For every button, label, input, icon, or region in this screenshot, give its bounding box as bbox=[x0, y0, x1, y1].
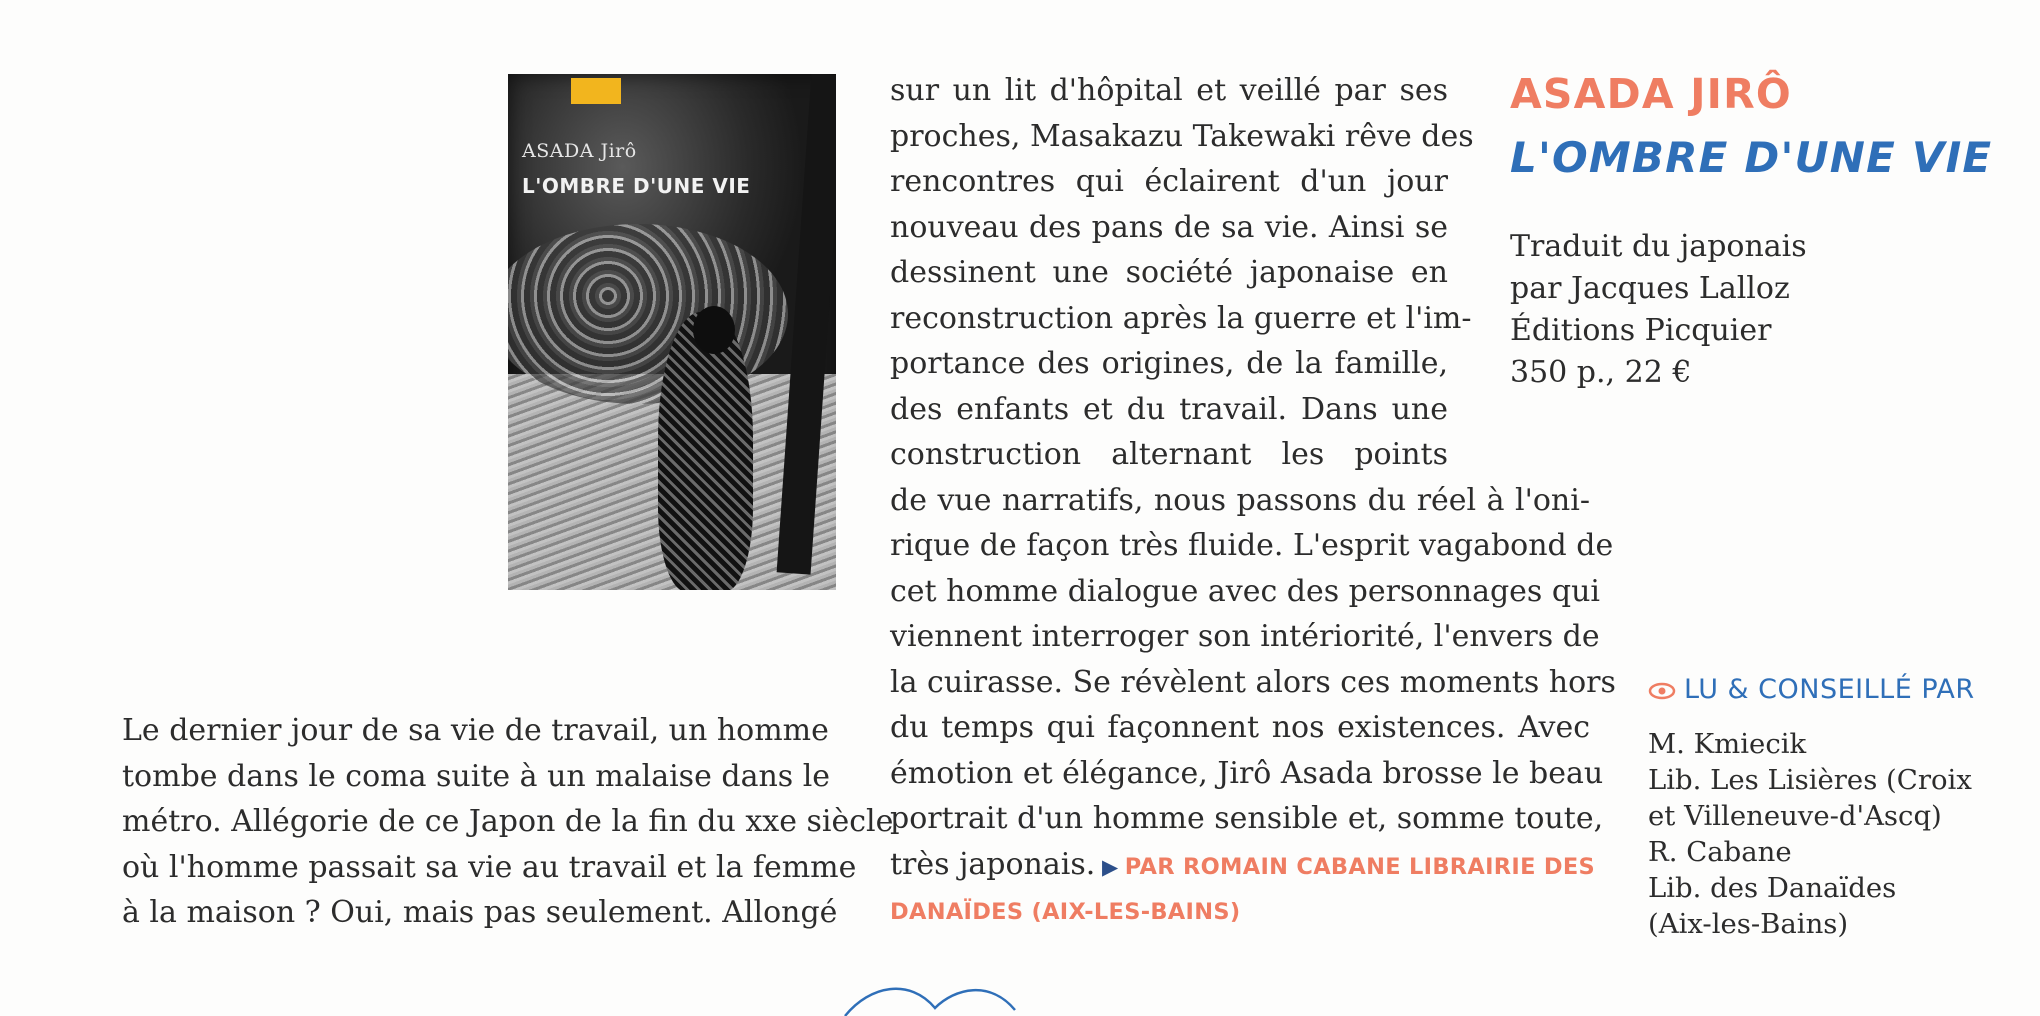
review-line: portrait d'un homme sensible et, somme toute, bbox=[890, 801, 1604, 836]
review-line: la cuirasse. Se révèlent alors ces moments hors bbox=[890, 664, 1616, 700]
book-title: L'OMBRE D'UNE VIE bbox=[1510, 133, 1993, 182]
cover-title: L'OMBRE D'UNE VIE bbox=[522, 174, 751, 198]
book-metadata bbox=[1510, 226, 1807, 394]
review-line: tombe dans le coma suite à un malaise dans le bbox=[122, 758, 831, 794]
review-line: Le dernier jour de sa vie de travail, un homme bbox=[122, 713, 829, 748]
recommended-list bbox=[1648, 726, 1972, 942]
review-line: métro. Allégorie de ce Japon de la fin du xxe siècle bbox=[122, 804, 894, 839]
translator: par Jacques Lalloz bbox=[1510, 271, 1790, 306]
review-line: reconstruction après la guerre et l'im- bbox=[890, 300, 1472, 336]
decorative-swirl bbox=[840, 980, 1100, 1016]
review-line: du temps qui façonnent nos existences. Avec bbox=[890, 710, 1590, 745]
recommended-heading bbox=[1648, 674, 1975, 705]
play-triangle-icon: ▶ bbox=[1095, 854, 1125, 879]
book-cover bbox=[508, 74, 836, 590]
review-line: portance des origines, de la famille, bbox=[890, 346, 1448, 381]
cover-yellow-tab bbox=[571, 78, 621, 104]
recommended-line: Lib. des Danaïdes bbox=[1648, 872, 1897, 904]
cover-figure-head bbox=[693, 306, 735, 354]
pages-price: 350 p., 22 € bbox=[1510, 355, 1692, 390]
recommended-line: et Villeneuve-d'Ascq) bbox=[1648, 800, 1942, 832]
review-line: nouveau des pans de sa vie. Ainsi se bbox=[890, 209, 1448, 245]
review-line: rencontres qui éclairent d'un jour bbox=[890, 164, 1448, 199]
review-line: très japonais. bbox=[890, 846, 1096, 882]
review-line: où l'homme passait sa vie au travail et la femme bbox=[122, 849, 857, 885]
review-last-line bbox=[890, 842, 1596, 891]
recommended-heading-text: LU & CONSEILLÉ PAR bbox=[1684, 674, 1975, 705]
recommended-line: M. Kmiecik bbox=[1648, 728, 1807, 760]
publisher: Éditions Picquier bbox=[1510, 313, 1772, 348]
review-line: viennent interroger son intériorité, l'envers de bbox=[890, 619, 1600, 654]
review-line: dessinent une société japonaise en bbox=[890, 255, 1448, 290]
review-column-1 bbox=[122, 708, 894, 936]
review-line: rique de façon très fluide. L'esprit vagabond de bbox=[890, 528, 1614, 563]
translation-note: Traduit du japonais bbox=[1510, 229, 1807, 264]
review-line: des enfants et du travail. Dans une bbox=[890, 391, 1448, 427]
review-line: à la maison ? Oui, mais pas seulement. Allongé bbox=[122, 895, 838, 930]
review-line: de vue narratifs, nous passons du réel à l'oni- bbox=[890, 482, 1590, 518]
book-author: ASADA JIRÔ bbox=[1510, 70, 1792, 118]
cover-kneeling-figure bbox=[658, 312, 753, 590]
review-line: émotion et élégance, Jirô Asada brosse le beau bbox=[890, 755, 1604, 791]
cover-author: ASADA Jirô bbox=[522, 140, 637, 162]
review-line: construction alternant les points bbox=[890, 437, 1448, 472]
review-line: cet homme dialogue avec des personnages qui bbox=[890, 573, 1600, 609]
review-credit-line-2: DANAÏDES (AIX-LES-BAINS) bbox=[890, 899, 1241, 925]
recommended-line: Lib. Les Lisières (Croix bbox=[1648, 764, 1972, 796]
review-line: sur un lit d'hôpital et veillé par ses bbox=[890, 73, 1448, 108]
eye-icon bbox=[1648, 681, 1676, 701]
review-credit: PAR ROMAIN CABANE LIBRAIRIE DES bbox=[1124, 853, 1596, 880]
review-line: proches, Masakazu Takewaki rêve des bbox=[890, 118, 1474, 154]
recommended-line: R. Cabane bbox=[1648, 836, 1792, 868]
recommended-line: (Aix-les-Bains) bbox=[1648, 908, 1849, 940]
